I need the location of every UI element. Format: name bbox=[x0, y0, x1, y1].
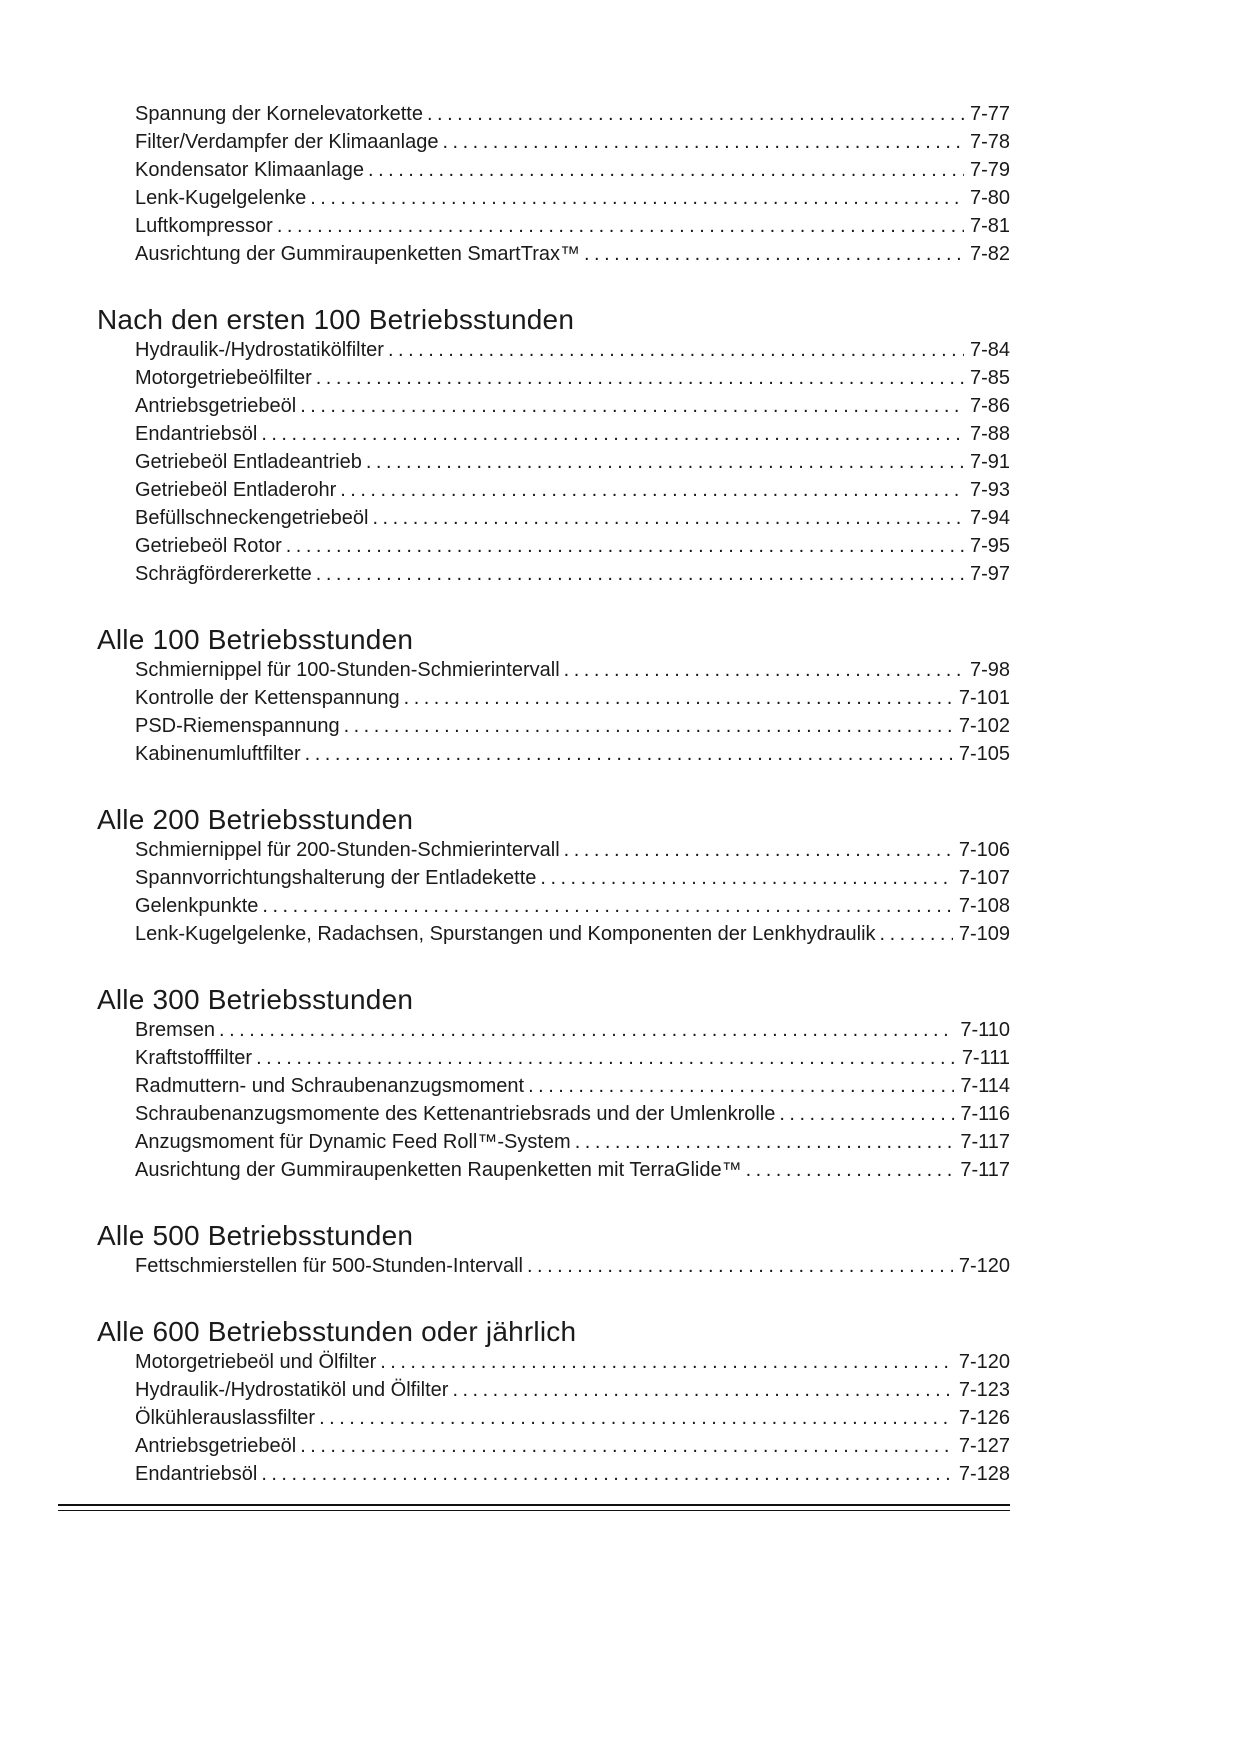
entry-page-number: 7-97 bbox=[969, 563, 1010, 585]
entry-label: Spannvorrichtungshalterung der Entladekette bbox=[135, 867, 537, 889]
entry-list bbox=[135, 1348, 1010, 1488]
toc-section bbox=[97, 100, 1010, 268]
entry-label: Lenk-Kugelgelenke, Radachsen, Spurstangen und Komponenten der Lenkhydraulik bbox=[135, 923, 876, 945]
dot-leader bbox=[564, 836, 953, 864]
toc-section bbox=[97, 1318, 1010, 1488]
entry-page-number: 7-85 bbox=[969, 367, 1010, 389]
entry-label: Kontrolle der Kettenspannung bbox=[135, 687, 400, 709]
entry-label: Befüllschneckengetriebeöl bbox=[135, 507, 369, 529]
entry-page-number: 7-116 bbox=[960, 1103, 1010, 1125]
dot-leader bbox=[527, 1252, 953, 1280]
toc-section bbox=[97, 986, 1010, 1184]
entry-list bbox=[135, 656, 1010, 768]
entry-label: Endantriebsöl bbox=[135, 1463, 258, 1485]
entry-page-number: 7-81 bbox=[969, 215, 1010, 237]
dot-leader bbox=[316, 364, 964, 392]
entry-page-number: 7-120 bbox=[958, 1351, 1010, 1373]
dot-leader bbox=[779, 1100, 954, 1128]
entry-label: Ausrichtung der Gummiraupenketten SmartTrax™ bbox=[135, 243, 580, 265]
entry-page-number: 7-79 bbox=[969, 159, 1010, 181]
toc-content bbox=[97, 100, 1010, 1488]
section-title: Alle 200 Betriebsstunden bbox=[97, 804, 414, 835]
dot-leader bbox=[380, 1348, 953, 1376]
entry-list bbox=[135, 1252, 1010, 1280]
toc-entry bbox=[135, 1404, 1010, 1432]
dot-leader bbox=[340, 476, 964, 504]
dot-leader bbox=[528, 1072, 954, 1100]
dot-leader bbox=[256, 1044, 956, 1072]
toc-entry bbox=[135, 1156, 1010, 1184]
toc-entry bbox=[135, 364, 1010, 392]
entry-page-number: 7-98 bbox=[969, 659, 1010, 681]
entry-label: Motorgetriebeölfilter bbox=[135, 367, 312, 389]
entry-label: Antriebsgetriebeöl bbox=[135, 1435, 297, 1457]
entry-page-number: 7-114 bbox=[960, 1075, 1010, 1097]
entry-page-number: 7-117 bbox=[960, 1131, 1010, 1153]
dot-leader bbox=[316, 560, 964, 588]
entry-page-number: 7-105 bbox=[958, 743, 1010, 765]
toc-entry bbox=[135, 1072, 1010, 1100]
entry-page-number: 7-102 bbox=[958, 715, 1010, 737]
dot-leader bbox=[344, 712, 953, 740]
footer-rule-thick-line bbox=[58, 1504, 1010, 1506]
toc-entry bbox=[135, 656, 1010, 684]
toc-entry bbox=[135, 740, 1010, 768]
toc-entry bbox=[135, 100, 1010, 128]
entry-label: Anzugsmoment für Dynamic Feed Roll™-System bbox=[135, 1131, 571, 1153]
toc-section bbox=[97, 626, 1010, 768]
entry-page-number: 7-127 bbox=[958, 1435, 1010, 1457]
toc-entry bbox=[135, 156, 1010, 184]
entry-page-number: 7-109 bbox=[958, 923, 1010, 945]
entry-page-number: 7-126 bbox=[958, 1407, 1010, 1429]
section-title: Alle 600 Betriebsstunden oder jährlich bbox=[97, 1316, 577, 1347]
entry-list bbox=[135, 1016, 1010, 1184]
section-title: Alle 500 Betriebsstunden bbox=[97, 1220, 414, 1251]
entry-label: Radmuttern- und Schraubenanzugsmoment bbox=[135, 1075, 525, 1097]
dot-leader bbox=[368, 156, 964, 184]
entry-page-number: 7-128 bbox=[958, 1463, 1010, 1485]
toc-entry bbox=[135, 560, 1010, 588]
section-title: Alle 100 Betriebsstunden bbox=[97, 624, 414, 655]
entry-page-number: 7-84 bbox=[969, 339, 1010, 361]
section-title: Alle 300 Betriebsstunden bbox=[97, 984, 414, 1015]
toc-entry bbox=[135, 240, 1010, 268]
dot-leader bbox=[300, 392, 964, 420]
toc-entry bbox=[135, 684, 1010, 712]
toc-entry bbox=[135, 336, 1010, 364]
entry-label: Getriebeöl Rotor bbox=[135, 535, 282, 557]
entry-page-number: 7-77 bbox=[969, 103, 1010, 125]
toc-entry bbox=[135, 920, 1010, 948]
toc-entry bbox=[135, 1016, 1010, 1044]
toc-entry bbox=[135, 476, 1010, 504]
entry-page-number: 7-123 bbox=[958, 1379, 1010, 1401]
dot-leader bbox=[305, 740, 953, 768]
toc-entry bbox=[135, 184, 1010, 212]
dot-leader bbox=[366, 448, 964, 476]
toc-section bbox=[97, 306, 1010, 588]
entry-page-number: 7-78 bbox=[969, 131, 1010, 153]
entry-page-number: 7-111 bbox=[961, 1047, 1010, 1069]
entry-page-number: 7-108 bbox=[958, 895, 1010, 917]
entry-label: Lenk-Kugelgelenke bbox=[135, 187, 307, 209]
entry-page-number: 7-80 bbox=[969, 187, 1010, 209]
dot-leader bbox=[300, 1432, 953, 1460]
entry-label: Motorgetriebeöl und Ölfilter bbox=[135, 1351, 377, 1373]
dot-leader bbox=[442, 128, 963, 156]
entry-page-number: 7-88 bbox=[969, 423, 1010, 445]
entry-label: Kondensator Klimaanlage bbox=[135, 159, 365, 181]
toc-entry bbox=[135, 448, 1010, 476]
entry-label: Luftkompressor bbox=[135, 215, 273, 237]
dot-leader bbox=[452, 1376, 952, 1404]
toc-entry bbox=[135, 392, 1010, 420]
entry-label: Getriebeöl Entladeantrieb bbox=[135, 451, 362, 473]
entry-label: Hydraulik-/Hydrostatiköl und Ölfilter bbox=[135, 1379, 449, 1401]
entry-page-number: 7-120 bbox=[958, 1255, 1010, 1277]
entry-label: Ölkühlerauslassfilter bbox=[135, 1407, 316, 1429]
toc-entry bbox=[135, 212, 1010, 240]
entry-list bbox=[135, 336, 1010, 588]
dot-leader bbox=[319, 1404, 953, 1432]
toc-entry bbox=[135, 892, 1010, 920]
dot-leader bbox=[219, 1016, 954, 1044]
entry-label: Gelenkpunkte bbox=[135, 895, 259, 917]
toc-entry bbox=[135, 1044, 1010, 1072]
entry-page-number: 7-107 bbox=[958, 867, 1010, 889]
footer-rule bbox=[58, 1504, 1010, 1511]
entry-page-number: 7-91 bbox=[969, 451, 1010, 473]
entry-page-number: 7-117 bbox=[960, 1159, 1010, 1181]
entry-page-number: 7-93 bbox=[969, 479, 1010, 501]
dot-leader bbox=[746, 1156, 955, 1184]
entry-label: Filter/Verdampfer der Klimaanlage bbox=[135, 131, 439, 153]
dot-leader bbox=[575, 1128, 955, 1156]
entry-page-number: 7-95 bbox=[969, 535, 1010, 557]
toc-entry bbox=[135, 504, 1010, 532]
entry-page-number: 7-106 bbox=[958, 839, 1010, 861]
entry-label: Hydraulik-/Hydrostatikölfilter bbox=[135, 339, 384, 361]
toc-entry bbox=[135, 1432, 1010, 1460]
entry-label: Schraubenanzugsmomente des Kettenantriebsrads und der Umlenkrolle bbox=[135, 1103, 776, 1125]
toc-section bbox=[97, 1222, 1010, 1280]
toc-entry bbox=[135, 1252, 1010, 1280]
dot-leader bbox=[261, 420, 964, 448]
toc-entry bbox=[135, 1460, 1010, 1488]
entry-label: Endantriebsöl bbox=[135, 423, 258, 445]
entry-label: Ausrichtung der Gummiraupenketten Raupenketten mit TerraGlide™ bbox=[135, 1159, 742, 1181]
toc-entry bbox=[135, 420, 1010, 448]
entry-page-number: 7-94 bbox=[969, 507, 1010, 529]
entry-label: Kabinenumluftfilter bbox=[135, 743, 301, 765]
entry-page-number: 7-82 bbox=[969, 243, 1010, 265]
entry-page-number: 7-110 bbox=[960, 1019, 1010, 1041]
section-title: Nach den ersten 100 Betriebsstunden bbox=[97, 304, 575, 335]
footer-rule-thin-line bbox=[58, 1510, 1010, 1511]
entry-list bbox=[135, 100, 1010, 268]
entry-label: Kraftstofffilter bbox=[135, 1047, 253, 1069]
dot-leader bbox=[261, 1460, 953, 1488]
toc-entry bbox=[135, 128, 1010, 156]
toc-entry bbox=[135, 1100, 1010, 1128]
toc-entry bbox=[135, 1348, 1010, 1376]
dot-leader bbox=[262, 892, 952, 920]
toc-section bbox=[97, 806, 1010, 948]
toc-entry bbox=[135, 836, 1010, 864]
dot-leader bbox=[373, 504, 964, 532]
entry-label: Schrägfördererkette bbox=[135, 563, 312, 585]
entry-label: Schmiernippel für 100-Stunden-Schmierintervall bbox=[135, 659, 560, 681]
entry-page-number: 7-101 bbox=[958, 687, 1010, 709]
toc-entry bbox=[135, 1128, 1010, 1156]
entry-label: Getriebeöl Entladerohr bbox=[135, 479, 337, 501]
entry-label: Bremsen bbox=[135, 1019, 216, 1041]
dot-leader bbox=[880, 920, 953, 948]
dot-leader bbox=[540, 864, 952, 892]
entry-page-number: 7-86 bbox=[969, 395, 1010, 417]
dot-leader bbox=[427, 100, 964, 128]
dot-leader bbox=[277, 212, 964, 240]
toc-entry bbox=[135, 532, 1010, 560]
dot-leader bbox=[404, 684, 953, 712]
toc-entry bbox=[135, 864, 1010, 892]
entry-label: Schmiernippel für 200-Stunden-Schmierintervall bbox=[135, 839, 560, 861]
dot-leader bbox=[286, 532, 964, 560]
entry-label: Spannung der Kornelevatorkette bbox=[135, 103, 423, 125]
dot-leader bbox=[584, 240, 964, 268]
entry-label: PSD-Riemenspannung bbox=[135, 715, 340, 737]
dot-leader bbox=[310, 184, 964, 212]
entry-list bbox=[135, 836, 1010, 948]
dot-leader bbox=[564, 656, 964, 684]
toc-entry bbox=[135, 712, 1010, 740]
dot-leader bbox=[388, 336, 964, 364]
toc-entry bbox=[135, 1376, 1010, 1404]
entry-label: Fettschmierstellen für 500-Stunden-Intervall bbox=[135, 1255, 523, 1277]
entry-label: Antriebsgetriebeöl bbox=[135, 395, 297, 417]
